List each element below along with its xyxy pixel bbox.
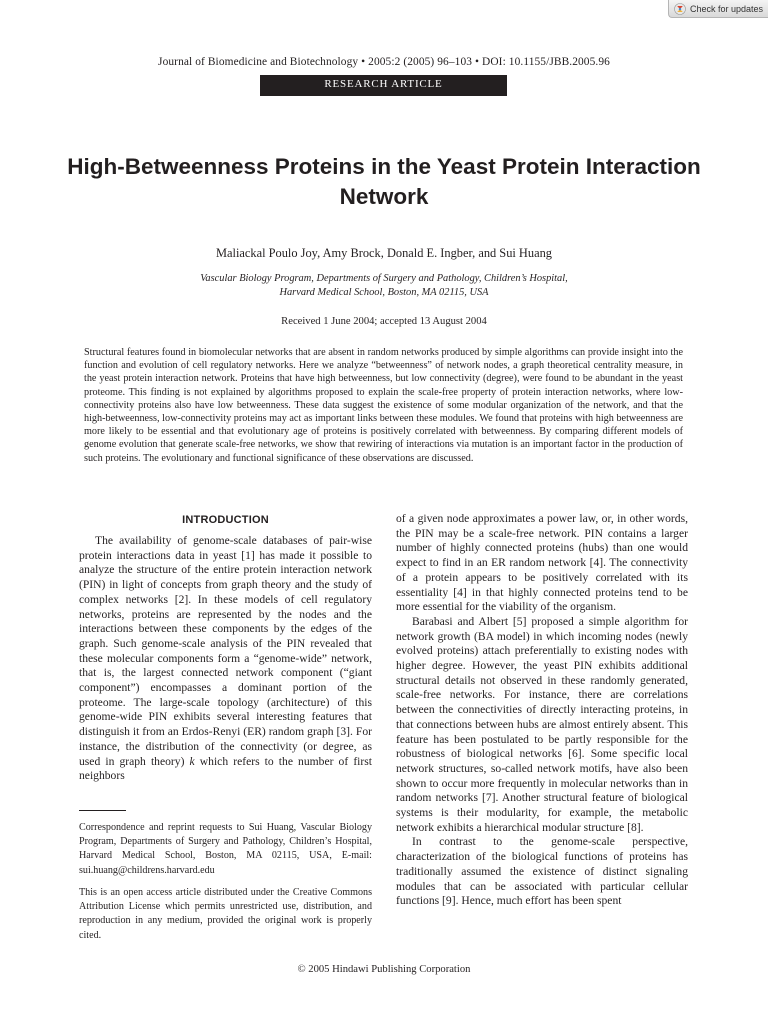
variable-k: k (189, 754, 195, 768)
abstract: Structural features found in biomolecular networks that are absent in random networks produced by simple algorithms can provide insight into the function and evolution of cell regulatory networks. Here we analyze “betweenness” of network nodes, a graph theoretical centrality measure, in the yeast protein interaction network. Proteins that have high betweenness, but low connectivity (degree), were found to be abundant in the yeast proteome. This finding is not explained by algorithms proposed to explain the scale-free property of protein interaction networks, where low-connectivity proteins also have low betweenness. These data suggest the existence of some modular organization of the network, and that the high-betweenness, low-connectivity proteins may act as important links between these modules. We found that proteins with high betweenness are more likely to be essential and that evolutionary age of proteins is positively correlated with betweenness. By comparing different models of genome evolution that generate scale-free networks, we show that rewiring of interactions via mutation is an important factor in the production of such proteins. The evolutionary and functional significance of these observations are discussed. (84, 347, 683, 464)
article-type-banner: RESEARCH ARTICLE (260, 75, 507, 96)
copyright-footer: © 2005 Hindawi Publishing Corporation (297, 964, 471, 975)
intro-paragraph-1 (79, 534, 372, 784)
author-list: Maliackal Poulo Joy, Amy Brock, Donald E. Ingber, and Sui Huang (216, 246, 552, 260)
affiliation-line-2: Harvard Medical School, Boston, MA 02115, USA (279, 287, 489, 298)
body-paragraph-1: of a given node approximates a power law, or, in other words, the PIN may be a scale-free network. PIN contains a larger number of highly connected proteins (hubs) than one would expect to find in an ER random network [4]. The connectivity of a protein appears to be positively correlated with its essentiality [4] in that highly connected proteins tend to be more essential for the viability of the organism. (396, 512, 688, 614)
section-heading-introduction: INTRODUCTION (182, 514, 269, 526)
intro-text: The availability of genome-scale databases of pair-wise protein interactions data in yeast [1] has made it possible to analyze the structure of the entire protein interaction network (PIN) in light of concepts from graph theory and the study of complex networks [2]. In these models of cell regulatory networks, proteins are represented by the nodes and the interactions between these components by the edges of the graph. Such genome-scale analysis of the PIN revealed that these molecular components form a “genome-wide” network, that is, the largest connected network component (“giant component”) encompasses a dominant portion of the proteome. The large-scale topology (architecture) of this genome-wide PIN exhibits several interesting features that distinguish it from an Erdos-Renyi (ER) random graph [3]. For instance, the distribution of the connectivity (or degree, as used in graph theory) (79, 534, 372, 768)
correspondence-footnote: Correspondence and reprint requests to Sui Huang, Vascular Biology Program, Departments of Surgery and Pathology, Children’s Hospital, Harvard Medical School, Boston, MA 02115, USA, E-mail: sui.huang@childrens.harvard.edu (79, 822, 372, 876)
check-for-updates-button[interactable] (668, 0, 768, 18)
intro-text-end: which refers to the number of first neighbors (79, 754, 372, 783)
article-title: High-Betweenness Proteins in the Yeast Protein Interaction Network (67, 154, 701, 209)
journal-citation-line: Journal of Biomedicine and Biotechnology • 2005:2 (2005) 96–103 • DOI: 10.1155/JBB.2005.96 (158, 56, 610, 68)
footnote-divider (79, 810, 126, 811)
affiliation-line-1: Vascular Biology Program, Departments of Surgery and Pathology, Children’s Hospital, (200, 273, 568, 284)
right-column (396, 512, 688, 909)
received-dates: Received 1 June 2004; accepted 13 August 2004 (281, 316, 487, 327)
affiliation (0, 272, 768, 300)
body-paragraph-3: In contrast to the genome-scale perspective, characterization of the biological functions of proteins has traditionally assumed the existence of distinct signaling modules that can be associated with particular cellular functions [9]. Hence, much effort has been spent (396, 835, 688, 908)
license-footnote: This is an open access article distributed under the Creative Commons Attribution License which permits unrestricted use, distribution, and reproduction in any medium, provided the original work is properly cited. (79, 887, 372, 941)
crossmark-icon (674, 3, 686, 15)
left-column (79, 512, 372, 784)
check-for-updates-label: Check for updates (690, 3, 764, 14)
body-paragraph-2: Barabasi and Albert [5] proposed a simple algorithm for network growth (BA model) in which incoming nodes (newly evolved proteins) attach preferentially to existing nodes with higher degree. However, the yeast PIN exhibits additional structural details not observed in these randomly generated, scale-free networks. For instance, there are correlations between the connectivities of directly interacting proteins, in that connections between hubs are almost entirely absent. This feature has been postulated to be partly responsible for the robustness of biological networks [6]. Some specific local network structures, so-called network motifs, have also been shown to occur more frequently in molecular networks than in random networks [7]. Another structural feature of biological systems is their modularity, for example, the metabolic network exhibits a hierarchical modular structure [8]. (396, 614, 688, 834)
